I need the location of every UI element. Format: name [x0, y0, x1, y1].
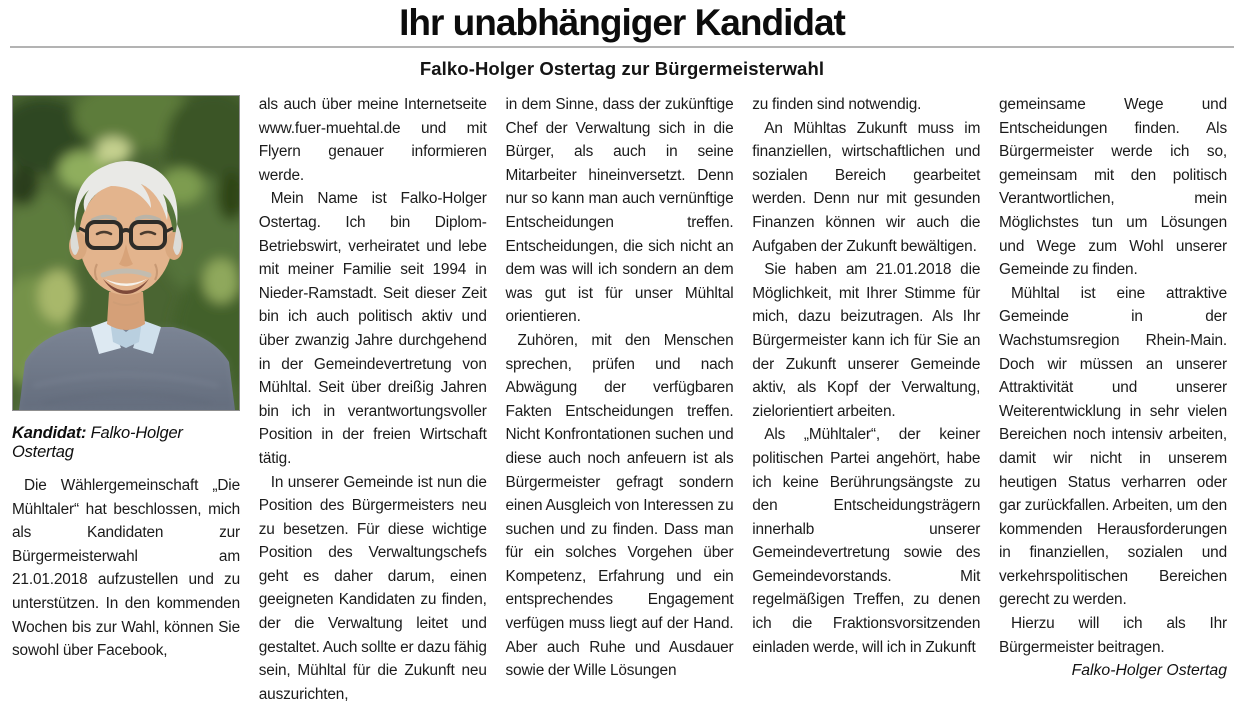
column-4 [752, 93, 980, 643]
candidate-photo [12, 95, 240, 411]
column-3 [506, 93, 734, 643]
article-paragraph: An Mühltas Zukunft muss im finanziellen, wirtschaftlichen und sozialen Bereich gearbeitet werden. Denn nur mit gesunden Finanzen können wir auch die Aufgaben der Zukunft bewältigen. [752, 117, 980, 259]
article-paragraph: Sie haben am 21.01.2018 die Möglichkeit, mit Ihrer Stimme für mich, dazu beizutragen. Als Ihr Bürgermeister kann ich für Sie an der Zukunft unserer Gemeinde aktiv, als Kopf der Verwaltung, zielorientiert arbeiten. [752, 258, 980, 423]
article-paragraph: Als „Mühltaler“, der keiner politischen Partei angehört, habe ich keine Berührungsängste zu den Entscheidungsträgern innerhalb unserer Gemeindevertretung sowie des Gemeindevorstands. Mit regelmäßigen Treffen, zu denen ich die Fraktionsvorsitzenden einladen werde, will ich in Zukunft [752, 423, 980, 659]
column-1 [12, 93, 240, 643]
column-5-text [999, 93, 1227, 659]
column-2-text [259, 93, 487, 706]
article-paragraph: zu finden sind notwendig. [752, 93, 980, 117]
article-subtitle: Falko-Holger Ostertag zur Bürgermeisterwahl [0, 58, 1244, 80]
column-4-text [752, 93, 980, 659]
candidate-portrait-illustration [13, 96, 239, 410]
article-paragraph: gemeinsame Wege und Entscheidungen finden. Als Bürgermeister werde ich so, gemeinsam mit den politisch Verantwortlichen, mein Möglichstes tun um Lösungen und Wege zum Wohl unserer Gemeinde zu finden. [999, 93, 1227, 282]
article-paragraph: Hierzu will ich als Ihr Bürgermeister beitragen. [999, 612, 1227, 659]
column-2 [259, 93, 487, 643]
article-paragraph: In unserer Gemeinde ist nun die Position des Bürgermeisters neu zu besetzen. Für diese wichtige Position des Verwaltungschefs geht es daher darum, einen geeigneten Kandidaten zu finden, der die Verwaltung leitet und gestaltet. Auch sollte er dazu fähig sein, Mühltal für die Zukunft neu auszurichten, [259, 471, 487, 706]
column-5 [999, 93, 1227, 643]
article-paragraph: Die Wählergemeinschaft „Die Mühltaler“ hat beschlossen, mich als Kandidaten zur Bürgermeisterwahl am 21.01.2018 aufzustellen und zu unterstützen. In den kommenden Wochen bis zur Wahl, können Sie sowohl über Facebook, [12, 474, 240, 663]
column-3-text [506, 93, 734, 683]
article-paragraph: in dem Sinne, dass der zukünftige Chef der Verwaltung sich in die Bürger, als auch in seine Mitarbeiter hineinversetzt. Denn nur so kann man auch vernünftige Entscheidungen treffen. Entscheidungen, die sich nicht an dem was will ich sondern an dem was gut ist für unser Mühltal orientieren. [506, 93, 734, 329]
photo-caption [12, 424, 240, 462]
article-paragraph: Zuhören, mit den Menschen sprechen, prüfen und nach Abwägung der verfügbaren Fakten Entscheidungen treffen. Nicht Konfrontationen suchen und diese auch noch anfeuern ist als Bürgermeister gefragt sondern einen Ausgleich von Interessen zu suchen und zu finden. Dass man für ein solches Vorgehen über Kompetenz, Erfahrung und ein entsprechendes Engagement verfügen muss liegt auf der Hand. Aber auch Ruhe und Ausdauer sowie der Wille Lösungen [506, 329, 734, 683]
article-paragraph: Mein Name ist Falko-Holger Ostertag. Ich bin Diplom-Betriebswirt, verheiratet und lebe mit meiner Familie seit 1994 in Nieder-Ramstadt. Seit dieser Zeit bin ich auch politisch aktiv und über zwanzig Jahre durchgehend in der Gemeindevertretung von Mühltal. Seit über dreißig Jahren bin ich in verantwortungsvoller Position in der freien Wirtschaft tätig. [259, 187, 487, 470]
article-title: Ihr unabhängiger Kandidat [0, 0, 1244, 44]
article-paragraph: als auch über meine Internetseite www.fuer-muehtal.de und mit Flyern genauer informieren werde. [259, 93, 487, 187]
photo-caption-label: Kandidat: [12, 424, 86, 442]
column-1-text [12, 474, 240, 663]
article-paragraph: Mühltal ist eine attraktive Gemeinde in der Wachstumsregion Rhein-Main. Doch wir müssen an unserer Attraktivität und unserer Weiterentwicklung in sehr vielen Bereichen noch intensiv arbeiten, damit wir nicht in unserem heutigen Status verharren oder gar zurückfallen. Arbeiten, um den kommenden Herausforderungen in finanziellen, sozialen und verkehrspolitischen Bereichen gerecht zu werden. [999, 282, 1227, 612]
title-divider [10, 46, 1234, 48]
author-signature: Falko-Holger Ostertag [999, 659, 1227, 683]
photo-caption-name: Falko-Holger Ostertag [12, 424, 183, 461]
article-columns [12, 93, 1227, 643]
